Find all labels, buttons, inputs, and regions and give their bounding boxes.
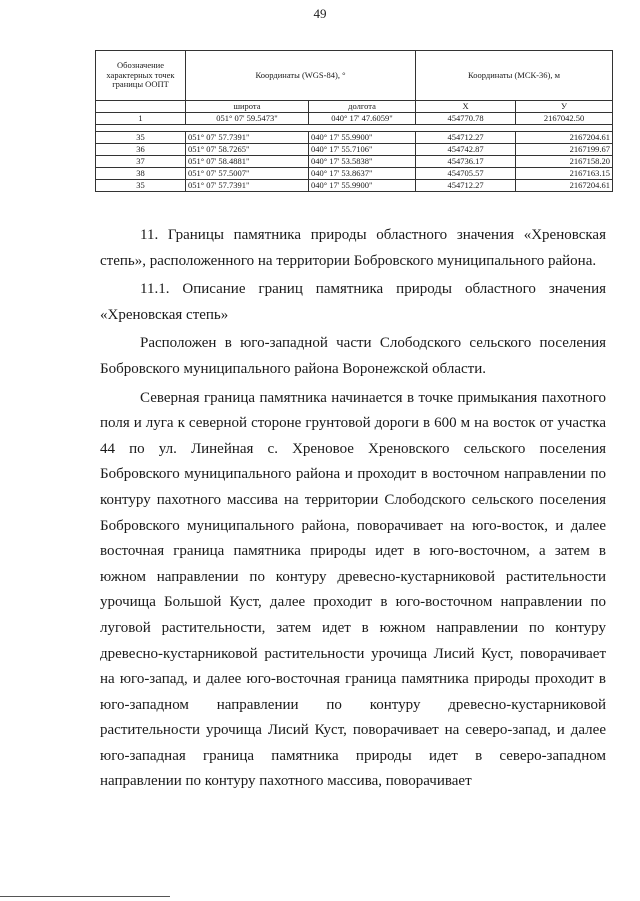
- cell-point: 35: [96, 180, 186, 192]
- cell-longitude: 040° 17' 55.9900": [309, 180, 416, 192]
- cell-longitude: 040° 17' 53.8637": [309, 168, 416, 180]
- cell-latitude: 051° 07' 57.7391": [186, 180, 309, 192]
- section-heading-11: 11. Границы памятника природы областного значения «Хреновская степь», расположенного на территории Бобровского муниципального района.: [100, 227, 606, 269]
- subheader-latitude: широта: [186, 101, 309, 113]
- table-row: [96, 156, 613, 168]
- cell-x: 454736.17: [416, 156, 516, 168]
- table-gap-row: [96, 125, 613, 132]
- cell-point: 38: [96, 168, 186, 180]
- cell-y: 2167199.67: [516, 144, 613, 156]
- cell-longitude: 040° 17' 53.5838": [309, 156, 416, 168]
- subheader-x: Х: [416, 101, 516, 113]
- table-row: [96, 180, 613, 192]
- cell-x: 454770.78: [416, 113, 516, 125]
- cell-longitude: 040° 17' 55.9900": [309, 132, 416, 144]
- cell-point: 36: [96, 144, 186, 156]
- header-msk36: Координаты (МСК-36), м: [416, 51, 613, 101]
- cell-y: 2167158.20: [516, 156, 613, 168]
- table-row: [96, 168, 613, 180]
- cell-point: 37: [96, 156, 186, 168]
- cell-latitude: 051° 07' 57.7391": [186, 132, 309, 144]
- table-row: [96, 144, 613, 156]
- header-wgs84: Координаты (WGS-84), °: [186, 51, 416, 101]
- table-row: [96, 132, 613, 144]
- footer-divider: [0, 896, 170, 897]
- cell-point: 1: [96, 113, 186, 125]
- cell-latitude: 051° 07' 59.5473": [186, 113, 309, 125]
- cell-latitude: 051° 07' 58.4881": [186, 156, 309, 168]
- cell-x: 454712.27: [416, 132, 516, 144]
- coordinates-table: [95, 50, 613, 192]
- table-subheader-row: [96, 101, 613, 113]
- subheader-longitude: долгота: [309, 101, 416, 113]
- cell-latitude: 051° 07' 57.5007": [186, 168, 309, 180]
- table-row: [96, 113, 613, 125]
- cell-y: 2167204.61: [516, 180, 613, 192]
- document-body: [100, 223, 606, 795]
- cell-x: 454712.27: [416, 180, 516, 192]
- paragraph-location: Расположен в юго-западной части Слободского сельского поселения Бобровского муниципального района Воронежской области.: [100, 335, 606, 377]
- cell-point: 35: [96, 132, 186, 144]
- cell-longitude: 040° 17' 55.7106": [309, 144, 416, 156]
- subheader-y: У: [516, 101, 613, 113]
- section-heading-11-1: 11.1. Описание границ памятника природы областного значения «Хреновская степь»: [100, 281, 606, 323]
- header-point-designation: Обозначение характерных точек границы ООПТ: [96, 51, 186, 101]
- table-header-row: [96, 51, 613, 101]
- cell-y: 2167163.15: [516, 168, 613, 180]
- page-number: 49: [313, 6, 327, 21]
- cell-longitude: 040° 17' 47.6059": [309, 113, 416, 125]
- cell-x: 454742.87: [416, 144, 516, 156]
- cell-y: 2167204.61: [516, 132, 613, 144]
- paragraph-boundary-description: Северная граница памятника начинается в точке примыкания пахотного поля и луга к северной стороне грунтовой дороги в 600 м на восток от участка 44 по ул. Линейная с. Хреновое Хреновского сельского поселения Бобровского муниципального района и проходит в восточном направлении по контуру пахотного массива на территории Слободского сельского поселения Бобровского муниципального района, поворачивает на юго-восток, и далее восточная граница памятника природы идет в юго-восточном, а затем в южном направлении по контуру древесно-кустарниковой растительности урочища Большой Куст, далее проходит в юго-восточном направлении по луговой растительности, затем идет в южном направлении по контуру древесно-кустарниковой растительности урочища Лисий Куст, поворачивает на юго-запад, и далее юго-восточная граница памятника природы проходит в юго-западном направлении по контуру древесно-кустарниковой растительности урочища Лисий Куст, поворачивает на северо-запад, и далее юго-западная граница памятника природы идет в северо-западном направлении по контуру пахотного массива, поворачивает: [100, 389, 606, 790]
- cell-y: 2167042.50: [516, 113, 613, 125]
- cell-x: 454705.57: [416, 168, 516, 180]
- cell-latitude: 051° 07' 58.7265": [186, 144, 309, 156]
